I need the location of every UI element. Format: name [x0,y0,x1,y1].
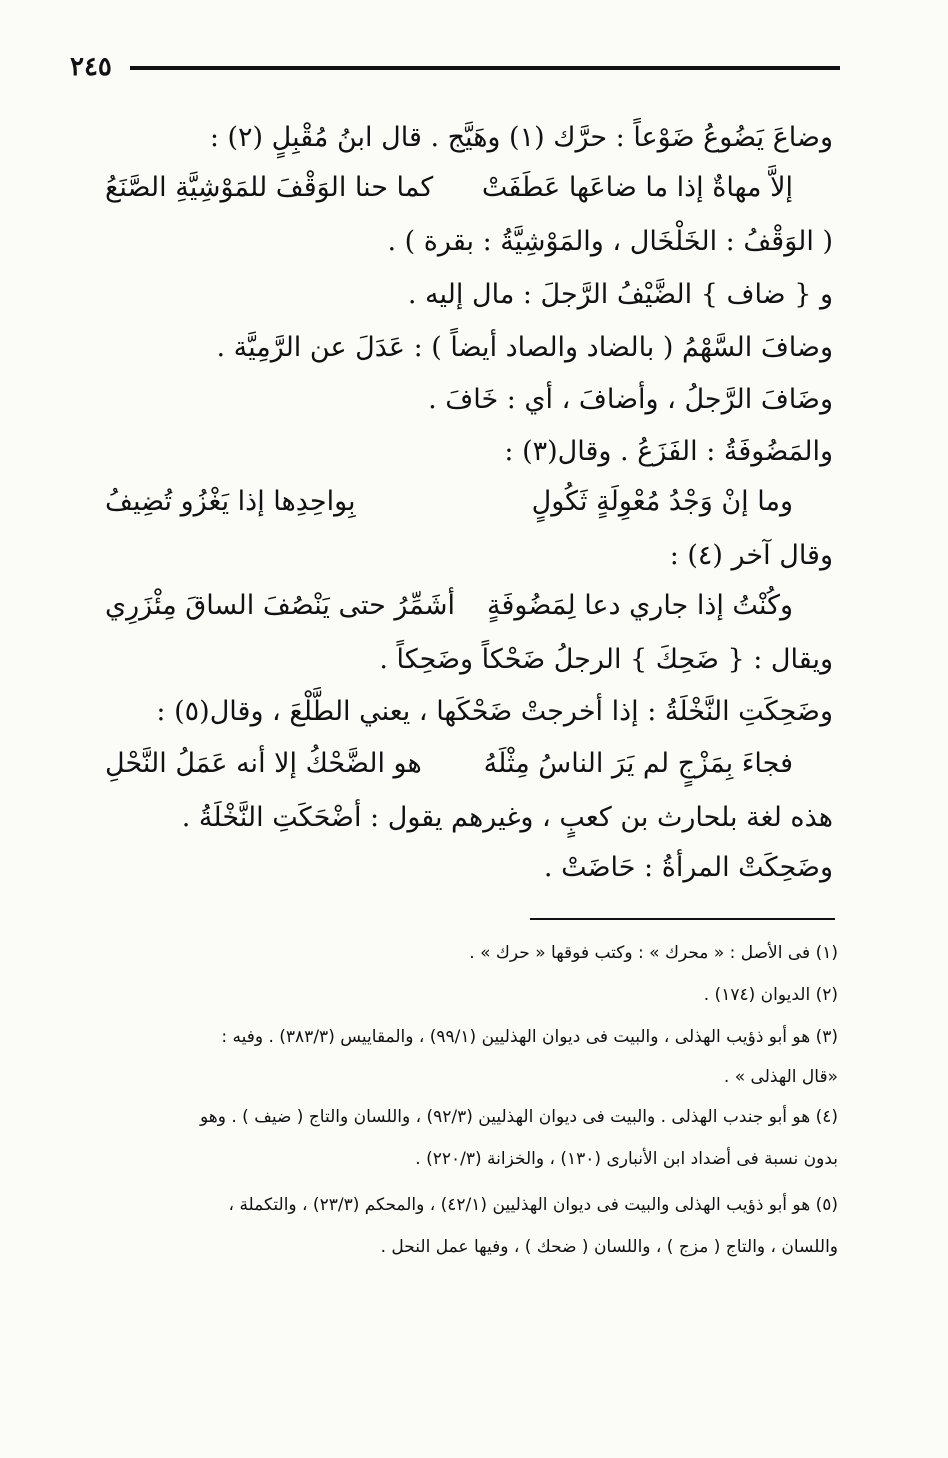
text-line: هذه لغة بلحارث بن كعبٍ ، وغيرهم يقول : أضْحَكَتِ النَّخْلَةُ . [181,802,833,833]
verse-second-hemistich: هو الضَّحْكُ إلا أنه عَمَلُ النَّحْلِ [105,748,422,779]
text-line: وضَافَ الرَّجلُ ، وأضافَ ، أي : خَافَ . [428,384,833,415]
footnote: (١) فى الأصل : « محرك » : وكتب فوقها « حرك » . [469,943,838,963]
footnote-continuation: واللسان ، والتاج ( مزج ) ، واللسان ( ضحك ) ، وفيها عمل النحل . [380,1237,838,1257]
text-line: و { ضاف } الضَّيْفُ الرَّجلَ : مال إليه . [407,279,833,310]
verse-second-hemistich: أشَمِّرُ حتى يَنْصُفَ الساقَ مِئْزَرِي [105,590,455,621]
page-header [70,52,840,92]
verse-line [105,584,833,628]
verse-first-hemistich: فجاءَ بِمَزْجٍ لم يَرَ الناسُ مِثْلَهُ [483,748,793,779]
footnote-rule [530,918,835,920]
text-line: وضافَ السَّهْمُ ( بالضاد والصاد أيضاً ) : عَدَلَ عن الرَّمِيَّة . [216,332,833,363]
footnote: (٢) الديوان (١٧٤) . [703,985,838,1005]
verse-second-hemistich: بِواحِدِها إذا يَغْزُو تُضِيفُ [105,486,356,517]
text-line: وضاعَ يَضُوعُ ضَوْعاً : حرَّك (١) وهَيَّج . قال ابنُ مُقْبِلٍ (٢) : [209,122,833,153]
verse-line [105,166,833,210]
text-line: ( الوَقْفُ : الخَلْخَال ، والمَوْشِيَّةُ : بقرة ) . [387,226,833,257]
text-line: ويقال : { ضَحِكَ } الرجلُ ضَحْكاً وضَحِكاً . [379,644,833,675]
verse-line [105,742,833,786]
footnote-continuation: بدون نسبة فى أضداد ابن الأنبارى (١٣٠) ، والخزانة (٢٢٠/٣) . [415,1149,838,1169]
text-line: وضَحِكَتِ النَّخْلَةُ : إذا أخرجتْ ضَحْكَها ، يعني الطَّلْعَ ، وقال(٥) : [156,696,833,727]
text-line: وضَحِكَتْ المرأةُ : حَاضَتْ . [543,852,833,883]
verse-line [105,480,833,524]
page-number: ٢٤٥ [70,52,112,82]
verse-first-hemistich: وكُنْتُ إذا جاري دعا لِمَضُوفَةٍ [487,590,793,621]
verse-second-hemistich: كما حنا الوَقْفَ للمَوْشِيَّةِ الصَّنَعُ [105,172,434,203]
verse-first-hemistich: وما إنْ وَجْدُ مُعْوِلَةٍ ثَكُولٍ [531,486,793,517]
footnote: (٣) هو أبو ذؤيب الهذلى ، والبيت فى ديوان الهذليين (٩٩/١) ، والمقاييس (٣٨٣/٣) . وفيه : [221,1027,838,1047]
footnote: (٤) هو أبو جندب الهذلى . والبيت فى ديوان الهذليين (٩٢/٣) ، واللسان والتاج ( ضيف ) . وهو [200,1107,838,1127]
footnote-continuation: «قال الهذلى » . [723,1067,838,1087]
header-rule [130,66,840,70]
verse-first-hemistich: إلاَّ مهاةٌ إذا ما ضاعَها عَطَفَتْ [481,172,793,203]
text-line: وقال آخر (٤) : [669,540,833,571]
text-line: والمَضُوفَةُ : الفَزَعُ . وقال(٣) : [504,436,833,467]
footnote: (٥) هو أبو ذؤيب الهذلى والبيت فى ديوان الهذليين (٤٢/١) ، والمحكم (٢٣/٣) ، والتكملة ، [228,1195,838,1215]
